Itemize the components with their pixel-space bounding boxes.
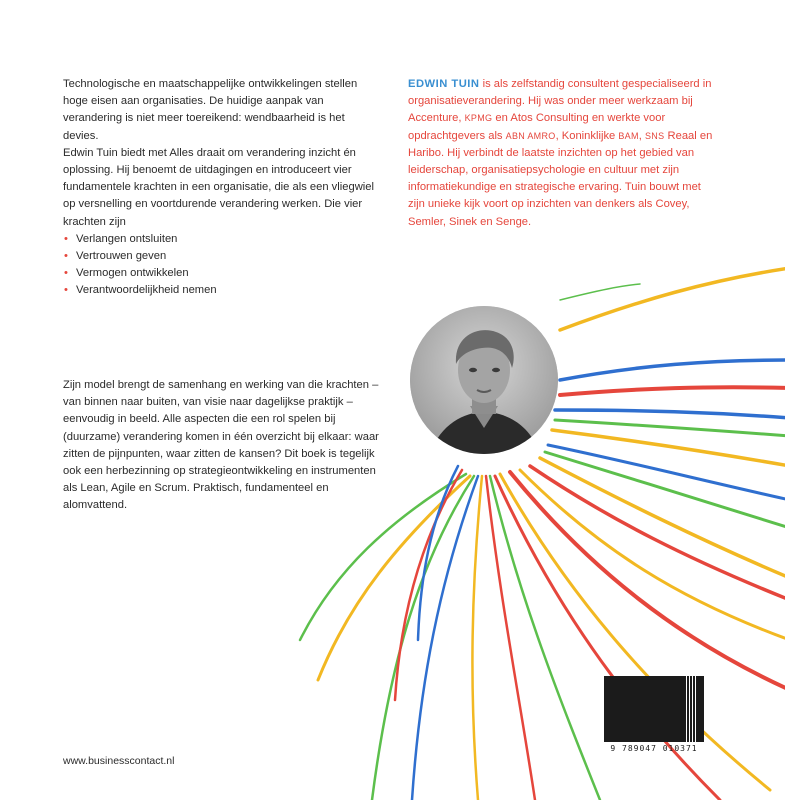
bio-text: BAM xyxy=(618,130,639,141)
swoosh-line xyxy=(372,476,474,800)
author-bio xyxy=(408,76,718,231)
swoosh-line xyxy=(560,387,785,395)
list-item: • Verlangen ontsluiten xyxy=(63,231,378,248)
intro-block xyxy=(63,76,378,300)
barcode-number: 9 789047 010371 xyxy=(610,744,698,753)
bio-text: , xyxy=(638,129,645,142)
bio-text: ABN AMRO xyxy=(505,130,556,141)
intro-text-1: Technologische en maatschappelijke ontwikkelingen stellen hoge eisen aan organisaties. De huidige aanpak van verandering is niet meer toereikend: wendbaarheid is het devies. xyxy=(63,78,358,142)
bio-text: KPMG xyxy=(464,113,493,124)
list-item: • Vermogen ontwikkelen xyxy=(63,265,378,282)
swoosh-line xyxy=(560,268,785,330)
swoosh-line xyxy=(552,430,785,466)
barcode xyxy=(604,676,704,742)
author-photo xyxy=(410,306,558,454)
bio-text: SNS xyxy=(645,130,665,141)
swoosh-line xyxy=(520,470,785,640)
list-item: • Verantwoordelijkheid nemen xyxy=(63,282,378,299)
author-name: EDWIN TUIN xyxy=(408,78,480,90)
swoosh-line xyxy=(540,458,785,578)
bio-text: , Koninklijke xyxy=(555,129,619,142)
intro-text-2: Edwin Tuin biedt met Alles draait om verandering inzicht én oplossing. Hij benoemt de uitdagingen en introduceert vier fundamentele krachten in een organisatie, die als een vliegwiel op versnelling en voortdurende verandering werken. Die vier krachten zijn xyxy=(63,146,374,228)
bio-text: is als zelfstandig consultent gespecialiseerd in organisatieverandering. Hij was onder meer werkzaam bij Accenture, xyxy=(408,78,712,125)
bio-text: en Atos Consulting en werkte voor opdrachtgevers als xyxy=(408,112,666,142)
bio-text: Reaal en Haribo. Hij verbindt de laatste inzichten op het gebied van leiderschap, organisatiepsychologie en cultuur met zijn informatiekundige en strategische ervaring. Tuin bouwt met zijn unieke kijk voort op inzichten van denkers als Covey, Semler, Sinek en Senge. xyxy=(408,129,713,228)
swoosh-line xyxy=(555,410,785,418)
list-item: • Vertrouwen geven xyxy=(63,248,378,265)
barcode-bars xyxy=(684,676,698,742)
forces-list xyxy=(63,231,378,300)
website-link[interactable]: www.businesscontact.nl xyxy=(63,755,175,767)
swoosh-line xyxy=(548,445,785,500)
swoosh-line xyxy=(560,284,640,300)
swoosh-line xyxy=(560,360,785,380)
model-paragraph: Zijn model brengt de samenhang en werking van die krachten – van binnen naar buiten, van visie naar dagelijkse praktijk – eenvoudig in beeld. Alle aspecten die een rol spelen bij (duurzame) verandering komen in één overzicht bij elkaar: waar zitten de pijnpunten, waar zitten de kansen? Dit boek is tegelijk ook een herbezinning op strategieontwikkeling en instrumenten als Lean, Agile en Scrum. Praktisch, fundamenteel en alomvattend. xyxy=(63,379,379,512)
swoosh-line xyxy=(472,476,482,800)
swoosh-line xyxy=(486,476,535,800)
